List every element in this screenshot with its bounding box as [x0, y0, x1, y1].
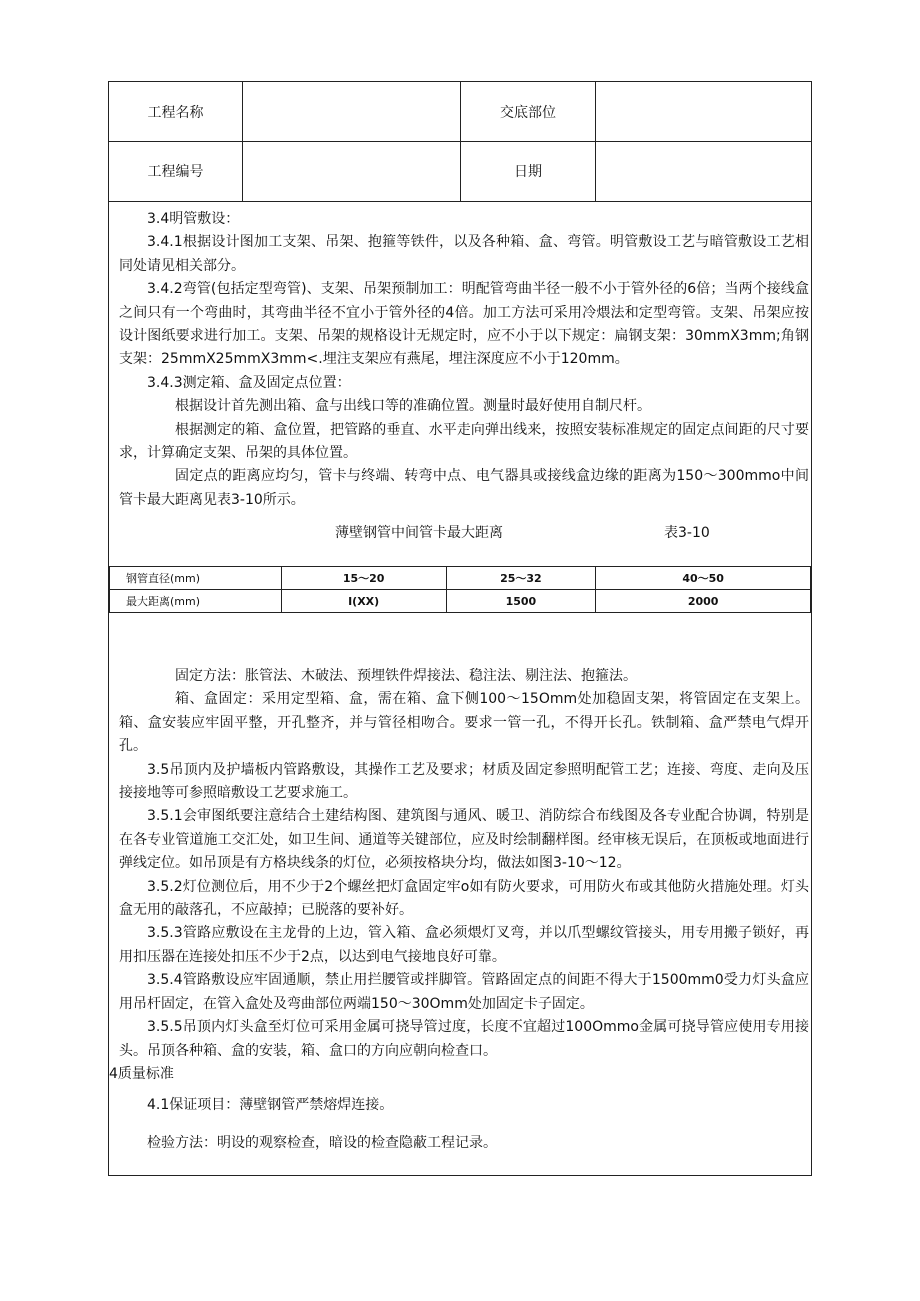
handover-part-value[interactable]: [596, 82, 811, 141]
paragraph: 3.4.2弯管(包括定型弯管)、支架、吊架预制加工：明配管弯曲半径一般不小于管外径的6倍；当两个接线盒之间只有一个弯曲时，其弯曲半径不宜小于管外径的4倍。加工方法可采用冷煨法和定型弯管。支架、吊架应按设计图纸要求进行加工。支架、吊架的规格设计无规定时，应不小于以下规定：扁钢支架：30mmX3mm;角钢支架：25mmX25mmX3mm<.埋注支架应有燕尾，埋注深度应不小于120mm。: [119, 281, 809, 368]
paragraph: 3.4.1根据设计图加工支架、吊架、抱箍等铁件，以及各种箱、盒、弯管。明管敷设工艺与暗管敷设工艺相同处请见相关部分。: [119, 234, 809, 274]
paragraph: 3.5.2灯位测位后，用不少于2个螺丝把灯盒固定牢o如有防火要求，可用防火布或其他防火措施处理。灯头盒无用的敲落孔，不应敲掉；已脱落的要补好。: [119, 878, 809, 919]
table-title: 薄壁钢管中间管卡最大距离: [335, 525, 503, 542]
paragraph: 3.4.3测定箱、盒及固定点位置：: [147, 374, 351, 391]
divider: [242, 82, 243, 201]
table-cell: 2000: [596, 590, 811, 613]
table-cell: 1500: [446, 590, 596, 613]
table-cell: 钢管直径(mm): [110, 567, 282, 590]
form-frame: [108, 81, 812, 1176]
paragraph: 3.5.1会审图纸要注意结合土建结构图、建筑图与通风、暖卫、消防综合布线图及各专业配合协调，特别是在各专业管道施工交汇处，如卫生间、通道等关键部位，应及时绘制翻样图。经审核无误后，在顶板或地面进行弹线定位。如吊顶是有方格块线条的灯位，必须按格块分均，做法如图3-10～12。: [119, 808, 809, 872]
paragraph: 固定方法：胀管法、木破法、预埋铁件焊接法、稳注法、剔注法、抱箍法。: [175, 668, 637, 684]
section-3-4: [109, 202, 811, 512]
paragraph: 箱、盒固定：采用定型箱、盒，需在箱、盒下侧100～15Omm处加稳固支架，将管固定在支架上。箱、盒安装应牢固平整，开孔整齐，并与管径相吻合。要求一管一孔，不得开长孔。铁制箱、盒严禁电气焊开孔。: [119, 691, 809, 755]
table-cell: 25～32: [446, 567, 596, 590]
divider: [460, 82, 461, 201]
project-name-label: 工程名称: [147, 104, 204, 121]
date-value[interactable]: [596, 141, 811, 201]
divider: [595, 82, 596, 201]
paragraph: 检验方法：明设的观察检查，暗设的检查隐蔽工程记录。: [147, 1134, 497, 1151]
paragraph: 3.5.4管路敷设应牢固通顺，禁止用拦腰管或拌脚管。管路固定点的间距不得大于1500mm0受力灯头盒应用吊杆固定，在管入盒处及弯曲部位两端150～30Omm处加固定卡子固定。: [119, 972, 809, 1012]
paragraph: 根据测定的箱、盒位置，把管路的垂直、水平走向弹出线来，按照安装标准规定的固定点间距的尺寸要求，计算确定支架、吊架的具体位置。: [119, 421, 809, 462]
table-number: 表3-10: [664, 525, 710, 542]
paragraph: 3.5.3管路应敷设在主龙骨的上边，管入箱、盒必须煨灯叉弯，并以爪型螺纹管接头，用专用搬子锁好，再用扣压器在连接处扣压不少于2点，以达到电气接地良好可靠。: [119, 925, 809, 965]
table-row: [110, 590, 811, 613]
project-no-label: 工程编号: [147, 164, 204, 180]
handover-part-label: 交底部位: [500, 104, 556, 121]
paragraph: 4.1保证项目：薄壁钢管严禁熔焊连接。: [147, 1097, 394, 1114]
table-cell: 40～50: [596, 567, 811, 590]
table-cell: I(XX): [281, 590, 446, 613]
table-row: [110, 567, 811, 590]
paragraph: 固定点的距离应均匀，管卡与终端、转弯中点、电气器具或接线盒边缘的距离为150～300mmo中间管卡最大距离见表3-10所示。: [119, 468, 809, 508]
table-title-row: [109, 512, 811, 552]
project-name-value[interactable]: [243, 82, 460, 141]
table-cell: 15～20: [281, 567, 446, 590]
content-body: [109, 202, 811, 552]
project-no-value[interactable]: [243, 141, 460, 201]
paragraph: 3.4明管敷设：: [147, 211, 240, 227]
paragraph: 3.5吊顶内及护墙板内管路敷设，其操作工艺及要求；材质及固定参照明配管工艺；连接、弯度、走向及压接接地等可参照暗敷设工艺要求施工。: [119, 761, 809, 802]
section-heading: 4质量标准: [109, 1065, 174, 1082]
date-label: 日期: [514, 164, 542, 180]
table-cell: 最大距离(mm): [110, 590, 282, 613]
paragraph: 根据设计首先测出箱、盒与出线口等的准确位置。测量时最好使用自制尺杆。: [175, 398, 651, 415]
section-3-5: [109, 665, 811, 1155]
spacing-table: [109, 566, 811, 613]
paragraph: 3.5.5吊顶内灯头盒至灯位可采用金属可挠导管过度，长度不宜超过100Ommo金属可挠导管应使用专用接头。吊顶各种箱、盒的安装，箱、盒口的方向应朝向检查口。: [119, 1019, 809, 1059]
